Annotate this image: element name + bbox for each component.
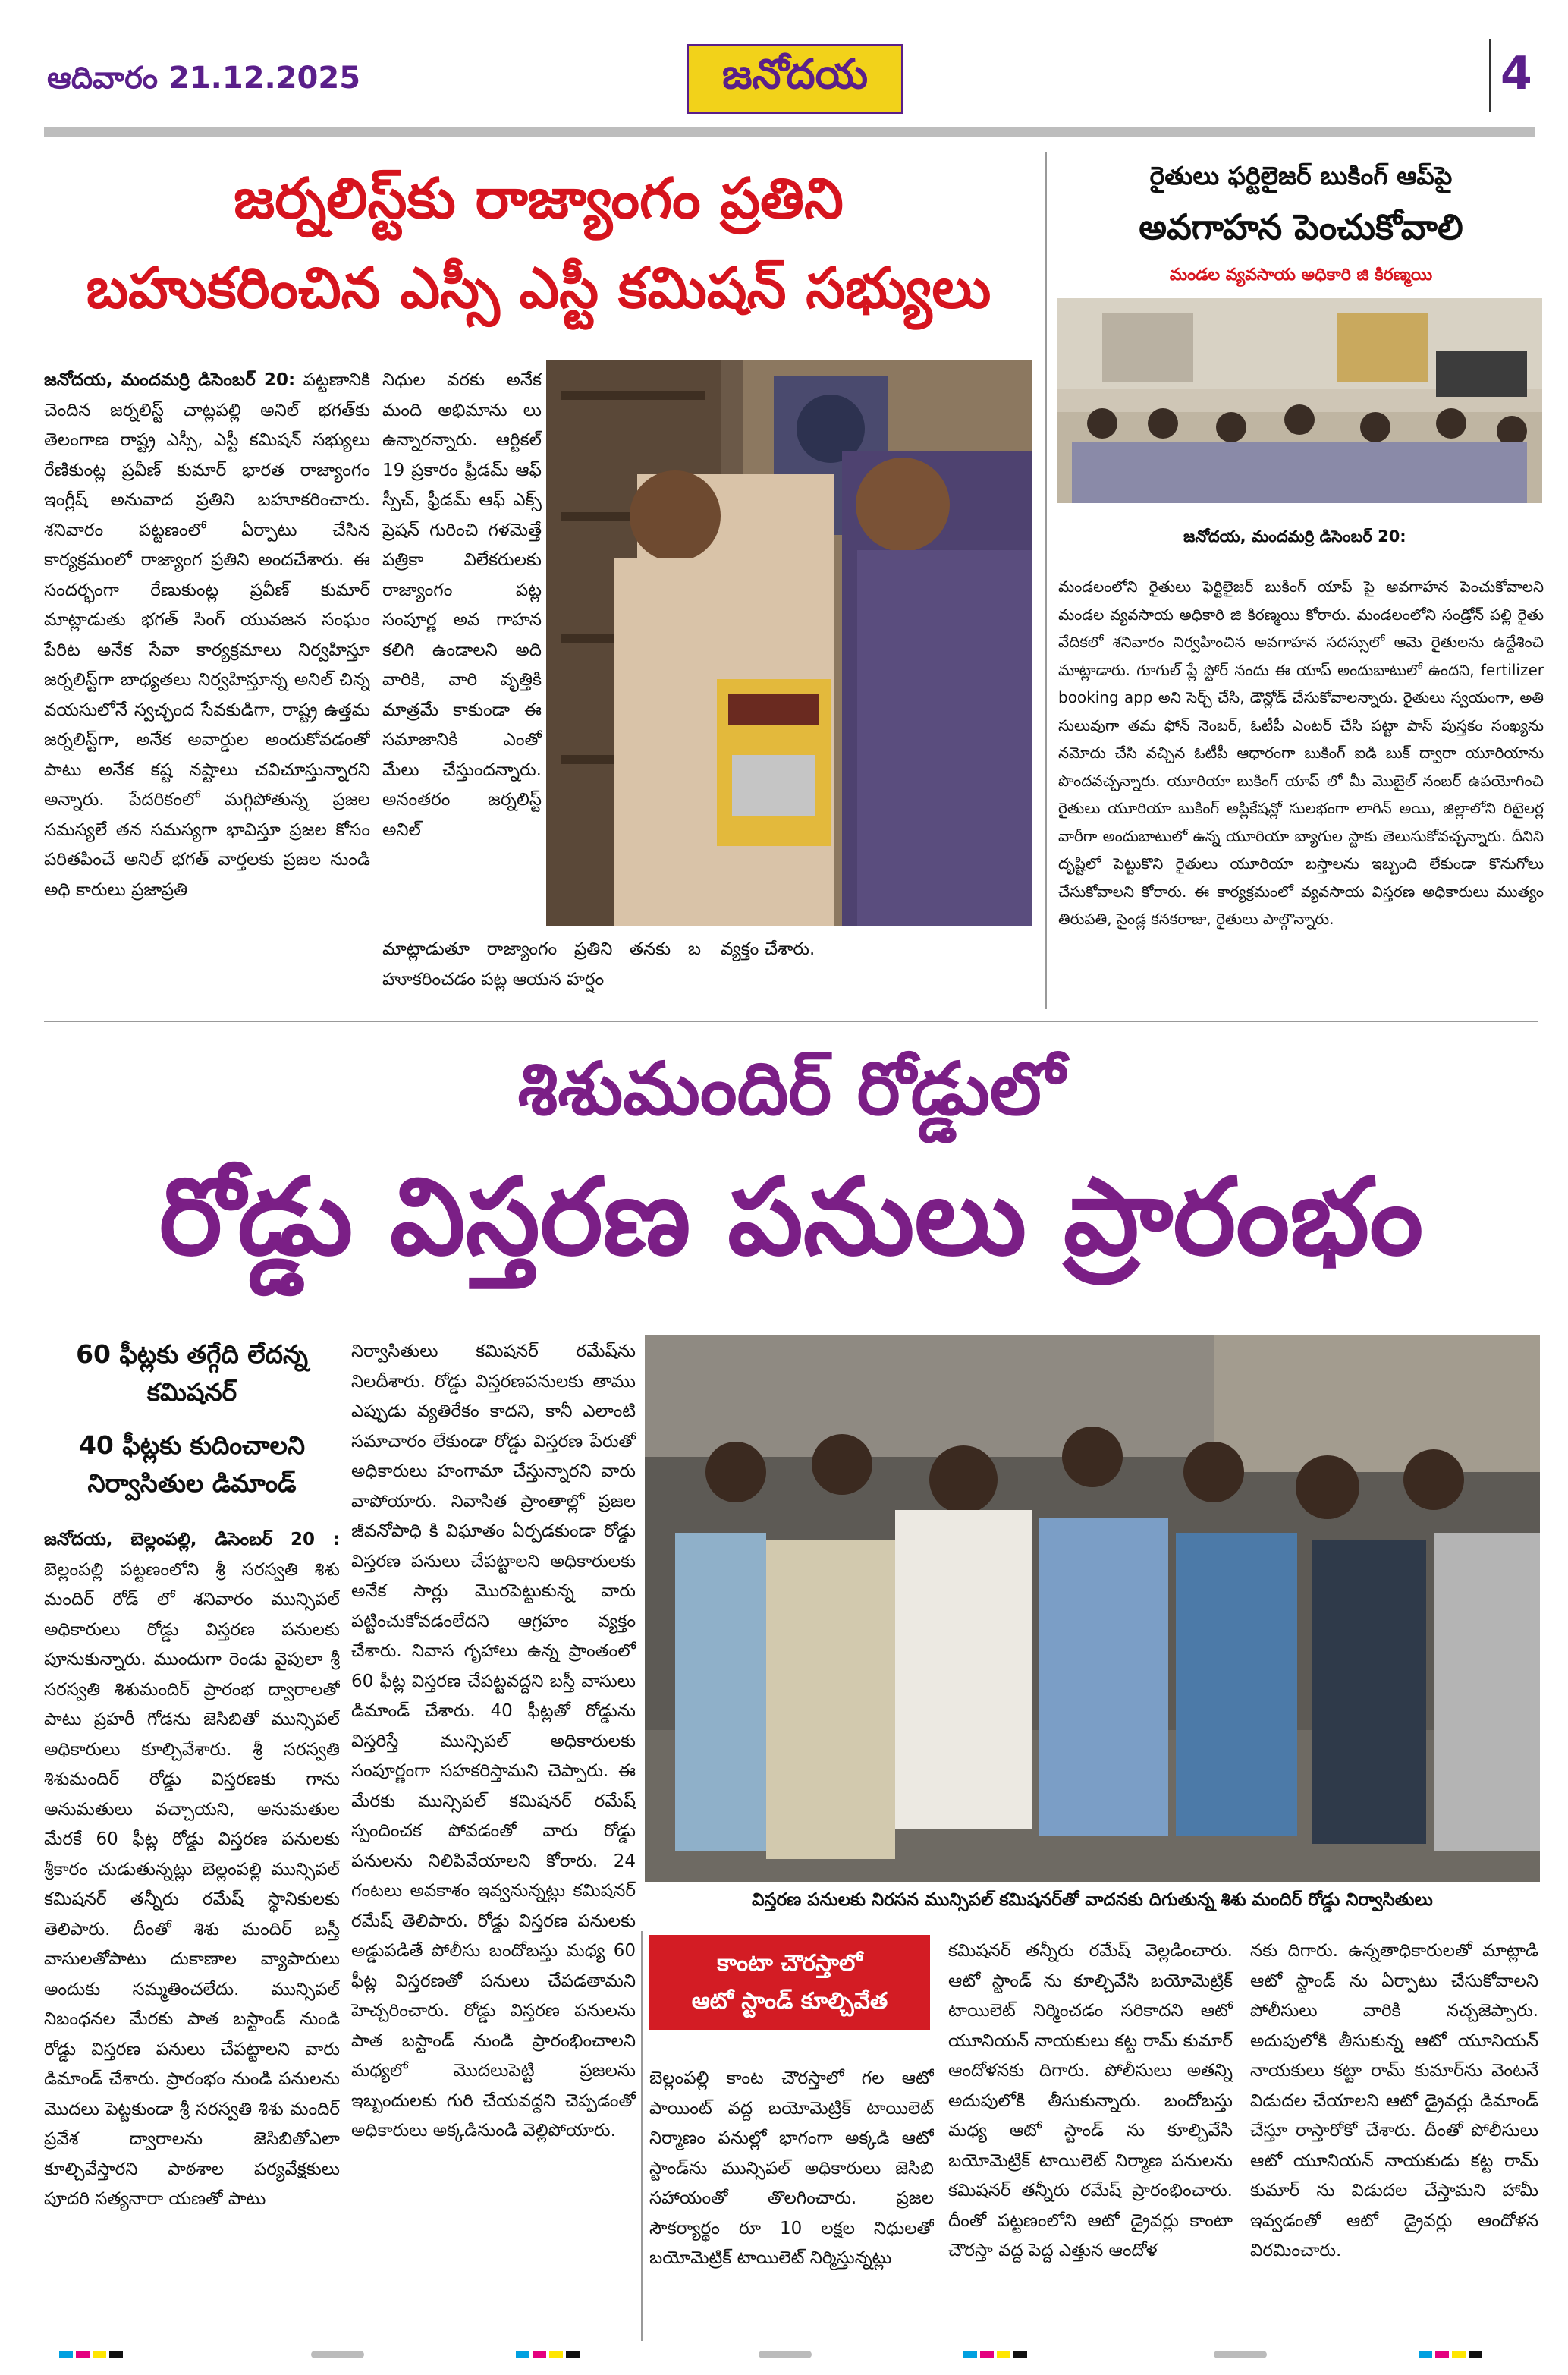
registration-marks <box>0 2351 1568 2366</box>
section-divider <box>44 1021 1538 1022</box>
story2-kicker-line1: రైతులు ఫర్టిలైజర్ బుకింగ్ ఆప్‌పై <box>1149 161 1453 190</box>
story4-column-3 <box>1250 1936 1538 2339</box>
story3-headline-line2: రోడ్డు విస్తరణ పనులు ప్రారంభం <box>159 1156 1424 1279</box>
story3-column-1 <box>44 1525 340 2337</box>
story4-heading-box <box>649 1935 930 2030</box>
story2-body: మండలంలోని రైతులు ఫెర్టిలైజర్ బుకింగ్ యాప్ పై అవగాహన పెంచుకోవాలని మండల వ్యవసాయ అధికారి జి కిరణ్మయి కోరారు. మండలంలోని సండ్రోన్ పల్లి రైతు వేదికలో శనివారం నిర్వహించిన అవగాహన సదస్సులో ఆమె రైతులను ఉద్దేశించి మాట్లాడారు. గూగుల్ ప్లే స్టోర్ నందు ఈ యాప్ అందుబాటులో ఉందని, fertilizer booking app అని సెర్చ్ చేసి, డౌన్లోడ్ చేసుకోవాలన్నారు. రైతులు స్వయంగా, అతి సులువుగా తమ ఫోన్ నెంబర్, ఓటీపీ ఎంటర్ చేసి పట్టా పాస్ పుస్తకం సంఖ్యను నమోదు చేసి వచ్చిన ఓటీపీ ఆధారంగా బుకింగ్ ఐడి బుక్ ద్వారా యూరియాను పొందవచ్చన్నారు. యూరియా బుకింగ్ యాప్ లో మీ మొబైల్ నంబర్ ఉపయోగించి రైతులు యూరియా బుకింగ్ అప్లికేషన్లో సులభంగా లాగిన్ అయి, జిల్లాలోని రిటైలర్ల వారీగా అందుబాటులో ఉన్న యూరియా బ్యాగుల స్టాకు తెలుసుకోవచ్చన్నారు. దీనిని దృష్టిలో పెట్టుకొని రైతులు యూరియా బస్తాలను ఇబ్బంది లేకుండా కొనుగోలు చేసుకోవాలని కోరారు. ఈ కార్యక్రమంలో వ్యవసాయ విస్తరణ అధికారులు ముత్యం తిరుపతి, సైండ్ల కనకరాజు, రైతులు పాల్గొన్నారు. <box>1058 577 1544 928</box>
story1-headline-line1: జర్నలిస్ట్‌కు రాజ్యాంగం ప్రతిని <box>234 166 844 231</box>
page-number: 4 <box>1500 47 1532 100</box>
story1-end: వ్యక్తం చేశారు. <box>721 939 815 959</box>
story1-col2-bottom-text: మాట్లాడుతూ రాజ్యాంగం ప్రతిని తనకు బ హూకరించడం పట్ల ఆయన హర్షం <box>382 939 701 989</box>
story3-dateline: జనోదయ, బెల్లంపల్లి, డిసెంబర్ 20 : <box>44 1530 340 1549</box>
logo-text: జనోదయ <box>721 49 869 98</box>
masthead-rule <box>44 127 1535 137</box>
story2-kicker-line3: మండల వ్యవసాయ అధికారి జి కిరణ్మయి <box>1169 266 1433 285</box>
story2-photo <box>1057 298 1542 503</box>
story1-dateline: జనోదయ, మందమర్రి డిసెంబర్ 20: <box>44 370 296 390</box>
story4-col3-text: నకు దిగారు. ఉన్నతాధికారులతో మాట్లాడి ఆటో స్టాండ్ ను ఏర్పాటు చేసుకోవాలని పోలీసులు వారికి నచ్చజెప్పారు. అదుపులోకి తీసుకున్న ఆటో యూనియన్ నాయకులు కట్టా రామ్ కుమార్‌ను వెంటనే విడుదల చేయాలని ఆటో డ్రైవర్లు డిమాండ్ చేస్తూ రాస్తారోకో చేశారు. దీంతో పోలీసులు ఆటో యూనియన్ నాయకుడు కట్ట రామ్ కుమార్ ను విడుదల చేస్తామని హామీ ఇవ్వడంతో ఆటో డ్రైవర్లు ఆందోళన విరమించారు. <box>1250 1941 1538 2260</box>
story2-photo-image <box>1057 298 1542 503</box>
story3-headline-line1: శిశుమందిర్ రోడ్డులో <box>517 1046 1065 1131</box>
page-number-divider <box>1489 39 1491 112</box>
story2-dateline: జనోదయ, మందమర్రి డిసెంబర్ 20: <box>1183 527 1406 546</box>
story4-column-2 <box>948 1936 1233 2339</box>
masthead-logo <box>687 44 903 114</box>
story4-column-1 <box>649 2064 934 2337</box>
story1-col2-text: నిధుల వరకు అనేక మంది అభిమాను లు ఉన్నారన్నారు. ఆర్టికల్ 19 ప్రకారం ఫ్రీడమ్ ఆఫ్ స్పీచ్, ఫ్రీడమ్ ఆఫ్ ఎక్స్ ప్రెషన్ గురించి గళమెత్తే పత్రికా విలేకరులకు రాజ్యాంగం పట్ల సంపూర్ణ అవ గాహన కలిగి ఉండాలని అది వారికి, వారి వృత్తికి మాత్రమే కాకుండా ఈ సమాజానికి ఎంతో మేలు చేస్తుందన్నారు. అనంతరం జర్నలిస్ట్ అనిల్ <box>382 370 542 840</box>
story3-subhead-2: 40 ఫీట్లకు కుదించాలని నిర్వాసితుల డిమాండ్ <box>78 1430 306 1498</box>
story3-col1-text: బెల్లంపల్లి పట్టణంలోని శ్రీ సరస్వతి శిశు మందిర్ రోడ్ లో శనివారం మున్సిపల్ అధికారులు రోడ్డు విస్తరణ పనులకు పూనుకున్నారు. ముందుగా రెండు వైపులా శ్రీ సరస్వతి శిశుమందిర్ ప్రారంభ ద్వారాలతో పాటు ప్రహరీ గోడను జెసిబితో మున్సిపల్ అధికారులు కూల్చివేశారు. శ్రీ సరస్వతి శిశుమందిర్ రోడ్డు విస్తరణకు గాను అనుమతులు వచ్చాయని, అనుమతుల మేరకే 60 ఫీట్ల రోడ్డు విస్తరణ పనులకు శ్రీకారం చుడుతున్నట్లు బెల్లంపల్లి మున్సిపల్ కమిషనర్ తన్నీరు రమేష్ స్థానికులకు తెలిపారు. దీంతో శిశు మందిర్ బస్తీ వాసులతోపాటు దుకాణాల వ్యాపారులు అందుకు సమ్మతించలేదు. మున్సిపల్ నిబంధనల మేరకు పాత బస్టాండ్ నుండి రోడ్డు విస్తరణ పనులు చేపట్టాలని వారు డిమాండ్ చేశారు. ప్రారంభం నుండి పనులను మొదలు పెట్టకుండా శ్రీ సరస్వతి శిశు మందిర్ ప్రవేశ ద్వారాలను జెసిబితోఎలా కూల్చివేస్తారని పాఠశాల పర్యవేక్షకులు పూదరి సత్యనారా యణతో పాటు <box>44 1559 340 2209</box>
story2-kicker-line2: అవగాహన పెంచుకోవాలి <box>1139 206 1463 247</box>
story1-photo-image <box>546 360 1032 926</box>
story1-column-1 <box>44 366 370 1018</box>
story4-col1-text: బెల్లంపల్లి కాంట చౌరస్తాలో గల ఆటో పాయింట్ వద్ద బయోమెట్రిక్ టాయిలెట్ నిర్మాణం పనుల్లో భాగంగా అక్కడి ఆటో స్టాండ్‌ను మున్సిపల్ అధికారులు జెసిబి సహాయంతో తొలగించారు. ప్రజల సౌకర్యార్థం రూ 10 లక్షల నిధులతో బయోమెట్రిక్ టాయిలెట్ నిర్మిస్తున్నట్లు <box>649 2068 934 2268</box>
masthead-date: ఆదివారం 21.12.2025 <box>47 61 361 96</box>
story1-headline-line2: బహుకరించిన ఎస్సీ ఎస్టీ కమిషన్ సభ్యులు <box>86 256 991 321</box>
story3-column-2 <box>351 1337 636 2339</box>
story4-heading-line2: ఆటో స్టాండ్ కూల్చివేత <box>691 1987 888 2015</box>
story4-heading-line1: కాంటా చౌరస్తాలో <box>717 1949 863 1977</box>
story1-column-2 <box>382 366 542 939</box>
story1-col1-text: పట్టణానికి చెందిన జర్నలిస్ట్ చాట్లపల్లి అనిల్ భగత్‌కు తెలంగాణ రాష్ట్ర ఎస్సీ, ఎస్టీ కమిషన్ సభ్యులు రేణికుంట్ల ప్రవీణ్ కుమార్ భారత రాజ్యాంగం ఇంగ్లీష్ అనువాద ప్రతిని బహూకరించారు. శనివారం పట్టణంలో ఏర్పాటు చేసిన కార్యక్రమంలో రాజ్యాంగ ప్రతిని అందచేశారు. ఈ సందర్భంగా రేణుకుంట్ల ప్రవీణ్ కుమార్ మాట్లాడుతు భగత్ సింగ్ యువజన సంఘం పేరిట అనేక సేవా కార్యక్రమాలు నిర్వహిస్తూ జర్నలిస్ట్‌గా బాధ్యతలు నిర్వహిస్తూన్న అనిల్ చిన్న వయసులోనే స్వచ్ఛంద సేవకుడిగా, రాష్ట్ర ఉత్తమ జర్నలిస్ట్‌గా, అనేక అవార్డుల అందుకోవడంతో పాటు అనేక కష్ట నష్టాలు చవిచూస్తున్నారని అన్నారు. పేదరికంలో మగ్గిపోతున్న ప్రజల సమస్యలే తన సమస్యగా భావిస్తూ ప్రజల కోసం పరితపించే అనిల్ భగత్ వార్తలకు ప్రజల నుండి అధి కారులు ప్రజాప్రతి <box>44 370 370 900</box>
story4-col-divider <box>641 1931 643 2341</box>
story3-photo-caption: విస్తరణ పనులకు నిరసన మున్సిపల్ కమిషనర్‌తో వాదనకు దిగుతున్న శిశు మందిర్ రోడ్డు నిర్వాసితులు <box>752 1890 1433 1910</box>
story1-photo <box>546 360 1032 926</box>
story3-photo-image <box>645 1335 1540 1882</box>
story4-col2-text: కమిషనర్ తన్నీరు రమేష్ వెల్లడించారు. ఆటో స్టాండ్ ను కూల్చివేసి బయోమెట్రిక్ టాయిలెట్ నిర్మించడం సరికాదని ఆటో యూనియన్ నాయకులు కట్ట రామ్ కుమార్ ఆందోళనకు దిగారు. పోలీసులు అతన్ని అదుపులోకి తీసుకున్నారు. బందోబస్తు మధ్య ఆటో స్టాండ్ ను కూల్చివేసి బయోమెట్రిక్ టాయిలెట్ నిర్మాణ పనులను కమిషనర్ తన్నీరు రమేష్ ప్రారంభించారు. దీంతో పట్టణంలోని ఆటో డ్రైవర్లు కాంటా చౌరస్తా వద్ద పెద్ద ఎత్తున ఆందోళ <box>948 1941 1233 2260</box>
story1-story2-divider <box>1045 152 1047 1009</box>
story1-column-2-bottom <box>382 935 701 996</box>
story3-photo <box>645 1335 1540 1882</box>
story3-subhead-1: 60 ఫీట్లకు తగ్గేది లేదన్న కమిషనర్ <box>76 1339 308 1407</box>
story3-col2-text: నిర్వాసితులు కమిషనర్ రమేష్‌ను నిలదీశారు. రోడ్డు విస్తరణపనులకు తాము ఎప్పుడు వ్యతిరేకం కాదని, కానీ ఎలాంటి సమాచారం లేకుండా రోడ్డు విస్తరణ పేరుతో అధికారులు హంగామా చేస్తున్నారని వారు వాపోయారు. నివాసిత ప్రాంతాల్లో ప్రజల జీవనోపాధి కి విఘాతం ఏర్పడకుండా రోడ్డు విస్తరణ పనులు చేపట్టాలని అధికారులకు అనేక సార్లు మొరపెట్టుకున్న వారు పట్టించుకోవడంలేదని ఆగ్రహం వ్యక్తం చేశారు. నివాస గృహాలు ఉన్న ప్రాంతంలో 60 ఫీట్ల విస్తరణ చేపట్టవద్దని బస్తీ వాసులు డిమాండ్ చేశారు. 40 ఫీట్లతో రోడ్డును విస్తరిస్తే మున్సిపల్ అధికారులకు సంపూర్ణంగా సహకరిస్తామని చెప్పారు. ఈ మేరకు మున్సిపల్ కమిషనర్ రమేష్ స్పందించక పోవడంతో వారు రోడ్డు పనులను నిలిపివేయాలని కోరారు. 24 గంటలు అవకాశం ఇవ్వనున్నట్లు కమిషనర్ రమేష్ తెలిపారు. రోడ్డు విస్తరణ పనులకు అడ్డుపడితే పోలీసు బందోబస్తు మధ్య 60 ఫీట్ల విస్తరణతో పనులు చేపడతామని హెచ్చరించారు. రోడ్డు విస్తరణ పనులను పాత బస్టాండ్ నుండి ప్రారంభించాలని మధ్యలో మొదలుపెట్టి ప్రజలను ఇబ్బందులకు గురి చేయవద్దని చెప్పడంతో అధికారులు అక్కడినుండి వెల్లిపోయారు. <box>351 1342 636 2141</box>
